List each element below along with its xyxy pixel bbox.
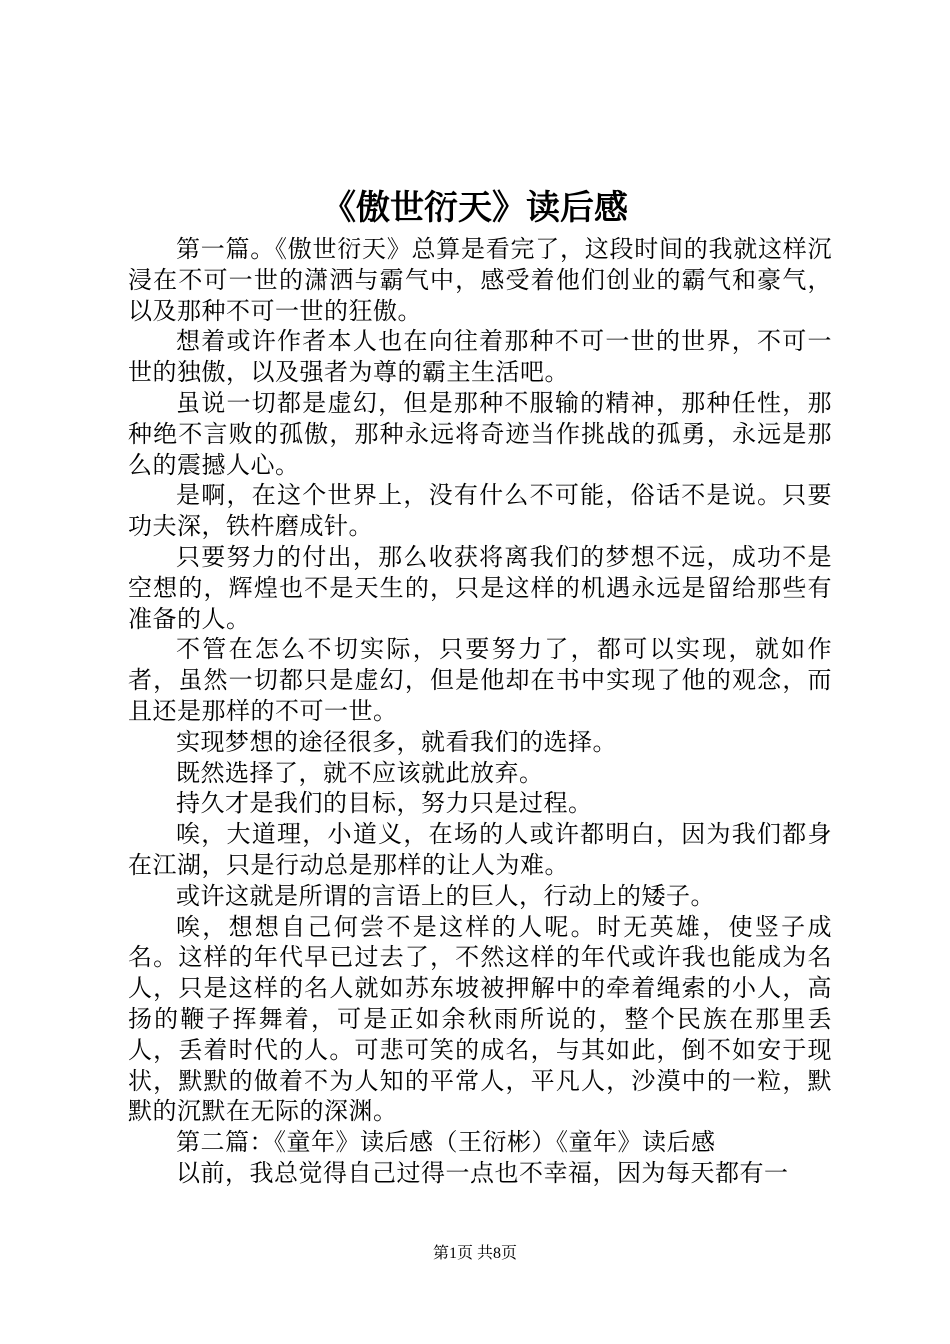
paragraph: 唉，大道理，小道义，在场的人或许都明白，因为我们都身在江湖，只是行动总是那样的让人为难。 [128,820,832,879]
paragraph: 虽说一切都是虚幻，但是那种不服输的精神，那种任性，那种绝不言败的孤傲，那种永远将奇迹当作挑战的孤勇，永远是那么的震撼人心。 [128,388,832,479]
page-number-footer: 第1页 共8页 [432,1245,517,1262]
paragraph: 实现梦想的途径很多，就看我们的选择。 [176,727,617,756]
paragraph: 或许这就是所谓的言语上的巨人，行动上的矮子。 [176,881,715,910]
paragraph: 不管在怎么不切实际，只要努力了，都可以实现，就如作者，虽然一切都只是虚幻，但是他却在书中实现了他的观念，而且还是那样的不可一世。 [128,635,832,725]
document-body [128,234,832,1189]
paragraph: 想着或许作者本人也在向往着那种不可一世的世界，不可一世的独傲，以及强者为尊的霸主生活吧。 [128,327,832,387]
paragraph: 持久才是我们的目标，努力只是过程。 [176,789,593,818]
paragraph: 以前，我总觉得自己过得一点也不幸福，因为每天都有一 [176,1158,789,1187]
document-title: 《傲世衍天》读后感 [322,188,628,228]
paragraph: 是啊，在这个世界上，没有什么不可能，俗话不是说。只要功夫深，铁杵磨成针。 [128,481,832,541]
paragraph: 唉，想想自己何尝不是这样的人呢。时无英雄，使竖子成名。这样的年代早已过去了，不然这样的年代或许我也能成为名人，只是这样的名人就如苏东坡被押解中的牵着绳索的小人，高扬的鞭子挥舞着，可是正如余秋雨所说的，整个民族在那里丢人，丢着时代的人。可悲可笑的成名，与其如此，倒不如安于现状，默默的做着不为人知的平常人，平凡人，沙漠中的一粒，默默的沉默在无际的深渊。 [128,912,832,1126]
paragraph: 只要努力的付出，那么收获将离我们的梦想不远，成功不是空想的，辉煌也不是天生的，只是这样的机遇永远是留给那些有准备的人。 [128,542,832,633]
section-heading-paragraph: 第二篇：《童年》读后感（王衍彬）《童年》读后感 [176,1128,716,1157]
paragraph: 既然选择了，就不应该就此放弃。 [176,758,544,787]
paragraph: 第一篇。《傲世衍天》总算是看完了，这段时间的我就这样沉浸在不可一世的潇洒与霸气中，感受着他们创业的霸气和豪气，以及那种不可一世的狂傲。 [128,235,832,325]
